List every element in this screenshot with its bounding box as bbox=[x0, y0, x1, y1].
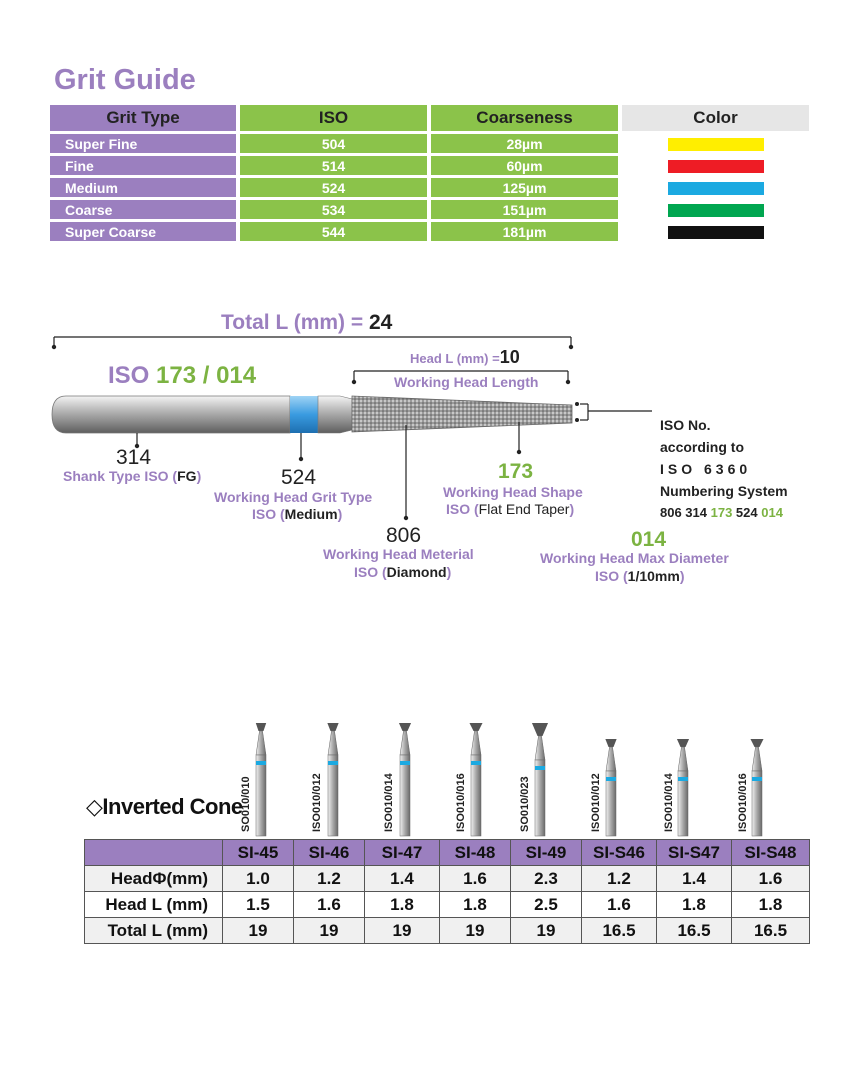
bur-shank bbox=[256, 755, 266, 836]
iso-diam-code: 014 bbox=[216, 362, 257, 389]
diameter-iso-close: ) bbox=[679, 568, 685, 584]
iso-shape-code: 173 bbox=[156, 362, 197, 389]
bur-head bbox=[469, 723, 482, 731]
grit-label: Working Head Grit Type bbox=[214, 489, 373, 505]
iso-numbering-line-1: ISO No. bbox=[660, 417, 711, 433]
cone-cell: 1.5 bbox=[223, 892, 294, 918]
model-header: SI-S48 bbox=[732, 840, 810, 866]
header-color: Color bbox=[622, 105, 809, 131]
bur-grit-band bbox=[471, 761, 481, 765]
iso-code-vertical: ISO010/012 bbox=[311, 773, 323, 832]
grit-type-cell: Medium bbox=[50, 178, 236, 197]
grit-guide-title: Grit Guide bbox=[54, 64, 196, 96]
grit-iso-text: ISO ( bbox=[252, 506, 285, 522]
cone-row-head-length bbox=[85, 892, 810, 918]
header-coarseness: Coarseness bbox=[431, 105, 618, 131]
cone-row-head-diameter bbox=[85, 866, 810, 892]
grit-iso-label bbox=[252, 506, 342, 522]
diameter-iso-text: ISO ( bbox=[595, 568, 628, 584]
material-iso-text: ISO ( bbox=[354, 564, 387, 580]
model-header: SI-47 bbox=[365, 840, 440, 866]
bur-shank bbox=[400, 755, 410, 836]
iso-numbering-line-4: Numbering System bbox=[660, 483, 788, 499]
cone-cell: 1.4 bbox=[365, 866, 440, 892]
grit-code: 524 bbox=[281, 466, 317, 489]
shape-iso-sub: Flat End Taper bbox=[478, 501, 570, 517]
diameter-iso-sub: 1/10mm bbox=[627, 568, 680, 584]
grit-coarseness-cell: 181µm bbox=[431, 222, 618, 241]
cone-cell: 1.0 bbox=[223, 866, 294, 892]
total-length-value: 24 bbox=[368, 311, 393, 334]
header-grit-type: Grit Type bbox=[50, 105, 236, 131]
bur-grit-band bbox=[256, 761, 266, 765]
cone-cell: 1.8 bbox=[657, 892, 732, 918]
cone-row-total-length bbox=[85, 918, 810, 944]
bur-neck bbox=[471, 731, 481, 755]
cone-cell: 2.3 bbox=[511, 866, 582, 892]
num-part-a: 806 314 bbox=[660, 505, 711, 520]
cone-cell: 16.5 bbox=[657, 918, 732, 944]
bur-shank bbox=[471, 755, 481, 836]
cone-cell: 1.8 bbox=[732, 892, 810, 918]
shape-iso-text: ISO ( bbox=[446, 501, 479, 517]
iso-code-vertical: ISO010/014 bbox=[383, 773, 395, 832]
bur-grit-band bbox=[752, 777, 762, 781]
material-code: 806 bbox=[386, 524, 422, 547]
model-header: SI-S47 bbox=[657, 840, 732, 866]
grit-iso-cell: 504 bbox=[240, 134, 427, 153]
diameter-label: Working Head Max Diameter bbox=[540, 550, 729, 566]
iso-code-vertical: ISO010/016 bbox=[455, 773, 467, 832]
working-head-length-label: Working Head Length bbox=[394, 374, 539, 390]
head-length-label bbox=[410, 347, 520, 368]
cone-cell: 16.5 bbox=[582, 918, 657, 944]
grit-iso-cell: 514 bbox=[240, 156, 427, 175]
total-length-text: Total L (mm) = bbox=[221, 311, 369, 334]
bur-shank bbox=[328, 755, 338, 836]
bur-head bbox=[532, 723, 548, 736]
material-iso-close: ) bbox=[446, 564, 452, 580]
bur-grit-band bbox=[678, 777, 688, 781]
iso-prefix: ISO bbox=[108, 362, 157, 389]
shank-code: 314 bbox=[116, 446, 152, 469]
iso-code-title bbox=[108, 362, 256, 390]
bur-head bbox=[750, 739, 763, 747]
shape-code: 173 bbox=[498, 460, 534, 483]
model-header: SI-45 bbox=[223, 840, 294, 866]
model-header: SI-49 bbox=[511, 840, 582, 866]
head-length-value: 10 bbox=[499, 347, 520, 367]
bur-head bbox=[605, 739, 616, 747]
bur-shank bbox=[535, 760, 545, 836]
iso-numbering-block bbox=[660, 414, 788, 524]
bur-head bbox=[399, 723, 411, 731]
grit-type-cell: Super Coarse bbox=[50, 222, 236, 241]
diameter-bracket bbox=[575, 402, 652, 422]
iso-code-vertical: SO010/010 bbox=[240, 776, 252, 832]
inverted-cone-title: ◇Inverted Cone bbox=[86, 794, 243, 819]
cone-cell: 1.8 bbox=[365, 892, 440, 918]
bur-grit-band bbox=[400, 761, 410, 765]
bur-grit-band bbox=[328, 761, 338, 765]
iso-code-vertical: SO010/023 bbox=[519, 776, 531, 832]
model-header: SI-48 bbox=[440, 840, 511, 866]
shape-iso-close: ) bbox=[569, 501, 575, 517]
grit-coarseness-cell: 60µm bbox=[431, 156, 618, 175]
cone-cell: 1.2 bbox=[582, 866, 657, 892]
bur-neck bbox=[606, 747, 616, 771]
cone-cell: 1.2 bbox=[294, 866, 365, 892]
cone-header-row bbox=[85, 840, 810, 866]
iso-code-vertical: ISO010/012 bbox=[590, 773, 602, 832]
cone-cell: 16.5 bbox=[732, 918, 810, 944]
grit-iso-close: ) bbox=[337, 506, 343, 522]
material-label: Working Head Meterial bbox=[323, 546, 474, 562]
cone-cell: 19 bbox=[365, 918, 440, 944]
iso-separator: / bbox=[196, 362, 217, 389]
shank-label-text: Shank Type ISO ( bbox=[63, 468, 178, 484]
num-part-b: 173 bbox=[710, 505, 733, 520]
iso-numbering-line-3: ISO 6360 bbox=[660, 461, 752, 477]
cone-cell: 19 bbox=[511, 918, 582, 944]
cone-cell: 1.6 bbox=[732, 866, 810, 892]
iso-code-vertical: ISO010/014 bbox=[663, 773, 675, 832]
diameter-code: 014 bbox=[631, 528, 667, 551]
shape-iso-label bbox=[446, 501, 574, 517]
head-length-text: Head L (mm) = bbox=[410, 351, 500, 366]
bur-illustration bbox=[52, 396, 572, 433]
bur-neck bbox=[328, 731, 338, 755]
bur-grit-band bbox=[535, 766, 545, 770]
grit-type-cell: Coarse bbox=[50, 200, 236, 219]
cone-bur-illustrations bbox=[0, 715, 864, 840]
cone-cell: 1.6 bbox=[582, 892, 657, 918]
bur-neck bbox=[678, 747, 688, 771]
cone-cell: 19 bbox=[440, 918, 511, 944]
inverted-cone-table bbox=[84, 839, 810, 944]
shank-label bbox=[63, 468, 201, 484]
num-part-c: 524 bbox=[732, 505, 762, 520]
grit-coarseness-cell: 125µm bbox=[431, 178, 618, 197]
iso-code-vertical: ISO010/016 bbox=[737, 773, 749, 832]
grit-type-cell: Super Fine bbox=[50, 134, 236, 153]
cone-cell: 19 bbox=[223, 918, 294, 944]
model-header: SI-46 bbox=[294, 840, 365, 866]
material-iso-sub: Diamond bbox=[386, 564, 447, 580]
bur-neck bbox=[400, 731, 410, 755]
bur-head bbox=[256, 723, 266, 731]
cone-cell: 1.8 bbox=[440, 892, 511, 918]
bur-neck bbox=[535, 736, 545, 760]
bur-head bbox=[677, 739, 689, 747]
model-header: SI-S46 bbox=[582, 840, 657, 866]
cone-cell: 1.6 bbox=[440, 866, 511, 892]
cone-header-blank bbox=[85, 840, 223, 866]
grit-type-cell: Fine bbox=[50, 156, 236, 175]
iso-numbering-line-2: according to bbox=[660, 439, 745, 455]
diameter-iso-label bbox=[595, 568, 685, 584]
bur-neck bbox=[752, 747, 762, 771]
cone-cell: 2.5 bbox=[511, 892, 582, 918]
bur-grit-band bbox=[606, 777, 616, 781]
cone-cell: 1.4 bbox=[657, 866, 732, 892]
header-iso: ISO bbox=[240, 105, 427, 131]
grit-coarseness-cell: 151µm bbox=[431, 200, 618, 219]
cone-cell: 19 bbox=[294, 918, 365, 944]
row-label: Head L (mm) bbox=[85, 892, 223, 918]
total-length-label bbox=[221, 311, 392, 335]
grit-coarseness-cell: 28µm bbox=[431, 134, 618, 153]
num-part-d: 014 bbox=[761, 505, 783, 520]
grit-iso-sub: Medium bbox=[284, 506, 338, 522]
shank-label-close: ) bbox=[196, 468, 202, 484]
row-label: Total L (mm) bbox=[85, 918, 223, 944]
bur-head bbox=[327, 723, 338, 731]
material-iso-label bbox=[354, 564, 451, 580]
grit-iso-cell: 534 bbox=[240, 200, 427, 219]
bur-neck bbox=[256, 731, 266, 755]
row-label: HeadΦ(mm) bbox=[85, 866, 223, 892]
cone-cell: 1.6 bbox=[294, 892, 365, 918]
grit-iso-cell: 524 bbox=[240, 178, 427, 197]
shape-label: Working Head Shape bbox=[443, 484, 583, 500]
iso-numbering-example bbox=[660, 502, 788, 524]
grit-iso-cell: 544 bbox=[240, 222, 427, 241]
shank-label-sub: FG bbox=[177, 468, 197, 484]
